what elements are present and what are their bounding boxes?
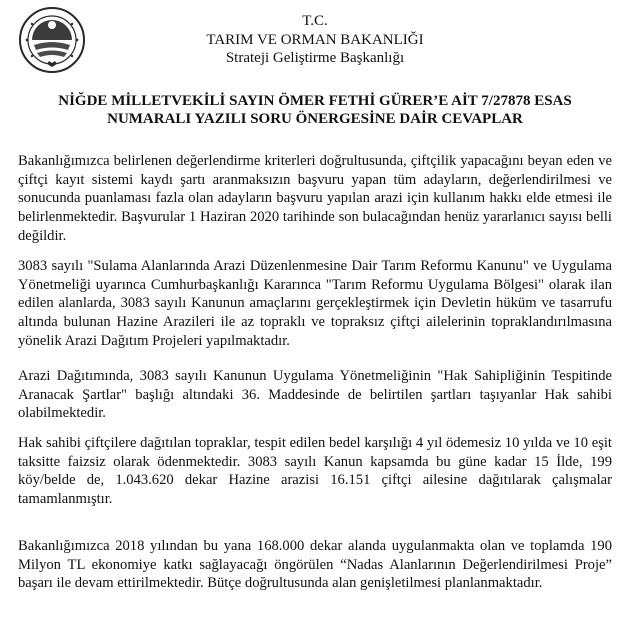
paragraph-2: 3083 sayılı "Sulama Alanlarında Arazi Düzenlenmesine Dair Tarım Reformu Kanunu" ve Uygulama Yönetmeliği uyarınca Cumhurbaşkanlığı Kararınca "Tarım Reformu Uygulama Bölgesi" olarak ilan edilen alanlarda, 3083 sayılı Kanunun amaçlarını gerçekleştirmek için Devletin hüküm ve tasarrufu altında bulunan Hazine Arazileri ile az topraklı ve topraksız çiftçi ailelerinin topraklandırılmasına yönelik Arazi Dağıtım Projeleri yapılmaktadır. bbox=[18, 258, 612, 349]
paragraph-4: Hak sahibi çiftçilere dağıtılan topraklar, tespit edilen bedel karşılığı 4 yıl ödemesiz 10 yılda ve 10 eşit taksitte faizsiz olarak ödenmektedir. 3083 sayılı Kanun kapsamda bu güne kadar 15 İlde, 199 köy/belde de, 1.043.620 dekar Hazine arazisi 16.151 çiftçi ailesine dağıtılarak çalışmalar tamamlanmıştır. bbox=[18, 435, 612, 508]
title-line-2: NUMARALI YAZILI SORU ÖNERGESİNE DAİR CEVAPLAR bbox=[107, 111, 523, 127]
paragraph-1: Bakanlığımızca belirlenen değerlendirme kriterleri doğrultusunda, çiftçilik yapacağını beyan eden ve çiftçi kayıt sistemi kaydı şartı aranmaksızın başvuru yapan tüm adayların, değerlendirilmesi ve sonucunda puanlaması fazla olan adayların başvuru yapılan arazi için kullanım hakkı elde etmesi ile belirlenmektedir. Başvurular 1 Haziran 2020 tarihinde son bulacağından henüz yararlanıcı sayısı belli değildir. bbox=[18, 153, 612, 244]
paragraph-3: Arazi Dağıtımında, 3083 sayılı Kanunun Uygulama Yönetmeliğinin "Hak Sahipliğinin Tespitinde Aranacak Şartlar" başlığı altındaki 36. Maddesinde de belirtilen şartları taşıyanlar Hak sahibi olabilmektedir. bbox=[18, 368, 612, 422]
paragraph-5: Bakanlığımızca 2018 yılından bu yana 168.000 dekar alanda uygulanmakta olan ve toplamda 190 Milyon TL ekonomiye katkı sağlayacağı öngörülen “Nadas Alanlarının Değerlendirilmesi Proje” başarı ile devam ettirilmektedir. Bütçe doğrultusunda alan genişletilmesi planlanmaktadır. bbox=[18, 538, 612, 592]
header-ministry: TARIM VE ORMAN BAKANLIĞI bbox=[206, 32, 424, 48]
header-department: Strateji Geliştirme Başkanlığı bbox=[225, 50, 405, 66]
title-line-1: NİĞDE MİLLETVEKİLİ SAYIN ÖMER FETHİ GÜRER’E AİT 7/27878 ESAS bbox=[58, 93, 572, 109]
document-title bbox=[20, 92, 610, 128]
header-country: T.C. bbox=[302, 13, 328, 29]
